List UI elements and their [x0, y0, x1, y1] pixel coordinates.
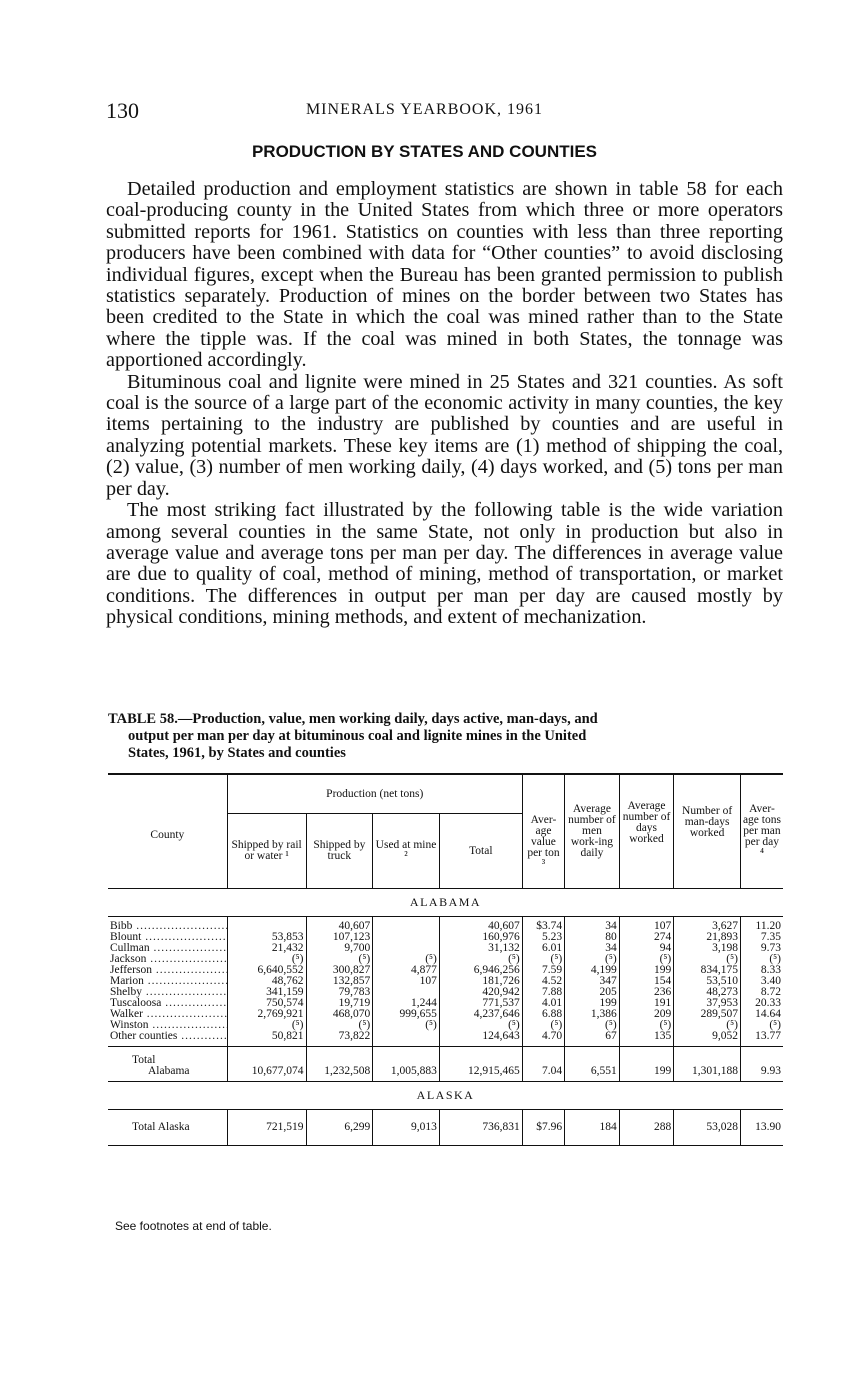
cell-total: 160,976: [439, 932, 522, 943]
col-county: County: [150, 829, 185, 841]
col-total: Total: [439, 814, 522, 889]
county-name: Other counties .....: [110, 1031, 227, 1042]
state-label-alaska: ALASKA: [416, 1088, 475, 1102]
cell-days: 135: [619, 1031, 674, 1042]
cell-days: 191: [619, 998, 674, 1009]
cell-man-days: 9,052: [674, 1031, 741, 1042]
cell-truck: (⁵): [306, 954, 373, 965]
cell-tons-per-man: 11.20: [740, 921, 783, 932]
cell-mine: 1,244: [373, 998, 440, 1009]
cell-value: $7.96: [522, 1110, 564, 1146]
table-row-total-alabama: [108, 1047, 783, 1082]
cell-county: [108, 1020, 227, 1031]
cell-days: 154: [619, 976, 674, 987]
cell-rail: 21,432: [227, 943, 306, 954]
cell-tons-per-man: 9.93: [740, 1047, 783, 1082]
col-days: Average number of days worked: [619, 774, 674, 889]
cell-days: 199: [619, 1047, 674, 1082]
cell-county: [108, 976, 227, 987]
body-text: [106, 179, 783, 629]
page-number: 130: [106, 98, 139, 123]
alabama-rows: [108, 921, 783, 1042]
cell-men: 34: [565, 943, 620, 954]
total-label-line: Total: [132, 1054, 156, 1066]
cell-men: 34: [565, 921, 620, 932]
cell-mine: [373, 1031, 440, 1042]
cell-value: 4.70: [522, 1031, 564, 1042]
cell-mine: 1,005,883: [373, 1047, 440, 1082]
county-name: Blount .....: [110, 932, 227, 943]
cell-tons-per-man: 20.33: [740, 998, 783, 1009]
caption-line: States, 1961, by States and counties: [128, 745, 346, 761]
cell-men: 6,551: [565, 1047, 620, 1082]
cell-county: [108, 998, 227, 1009]
cell-rail: 2,769,921: [227, 1009, 306, 1020]
table-row: [108, 943, 783, 954]
cell-men: 80: [565, 932, 620, 943]
cell-truck: 300,827: [306, 965, 373, 976]
cell-truck: 73,822: [306, 1031, 373, 1042]
cell-men: 184: [565, 1110, 620, 1146]
col-man-days: Number of man-days worked: [674, 774, 741, 889]
cell-truck: 79,783: [306, 987, 373, 998]
cell-man-days: 53,510: [674, 976, 741, 987]
cell-men: 199: [565, 998, 620, 1009]
table-row: [108, 965, 783, 976]
cell-truck: 9,700: [306, 943, 373, 954]
caption-line: TABLE 58.—Production, value, men working daily, days active, man-days, and: [108, 711, 598, 727]
cell-value: 4.52: [522, 976, 564, 987]
cell-mine: 999,655: [373, 1009, 440, 1020]
cell-total: 6,946,256: [439, 965, 522, 976]
cell-county: [108, 954, 227, 965]
cell-men: 347: [565, 976, 620, 987]
cell-rail: 53,853: [227, 932, 306, 943]
cell-rail: (⁵): [227, 954, 306, 965]
cell-men: (⁵): [565, 1020, 620, 1031]
table-row: [108, 1031, 783, 1042]
col-avg-value: Aver-age value per ton ³: [522, 774, 564, 889]
cell-days: (⁵): [619, 1020, 674, 1031]
cell-truck: 107,123: [306, 932, 373, 943]
col-mine: Used at mine ²: [373, 814, 440, 889]
cell-county: [108, 943, 227, 954]
cell-value: 4.01: [522, 998, 564, 1009]
county-name: Shelby .....: [110, 987, 227, 998]
cell-man-days: 53,028: [674, 1110, 741, 1146]
cell-days: 94: [619, 943, 674, 954]
cell-tons-per-man: (⁵): [740, 1020, 783, 1031]
cell-total: 124,643: [439, 1031, 522, 1042]
cell-truck: 132,857: [306, 976, 373, 987]
col-production-group: Production (net tons): [227, 774, 522, 814]
cell-value: 6.88: [522, 1009, 564, 1020]
cell-truck: 40,607: [306, 921, 373, 932]
table-row-total-alaska: [108, 1110, 783, 1146]
cell-man-days: (⁵): [674, 954, 741, 965]
cell-rail: 750,574: [227, 998, 306, 1009]
cell-tons-per-man: 13.77: [740, 1031, 783, 1042]
cell-total: 736,831: [439, 1110, 522, 1146]
county-name: Tuscaloosa .....: [110, 998, 227, 1009]
cell-days: 274: [619, 932, 674, 943]
county-name: Jackson .....: [110, 954, 227, 965]
cell-tons-per-man: 9.73: [740, 943, 783, 954]
cell-value: 7.88: [522, 987, 564, 998]
cell-truck: (⁵): [306, 1020, 373, 1031]
county-name: Walker .....: [110, 1009, 227, 1020]
cell-rail: 721,519: [227, 1110, 306, 1146]
cell-tons-per-man: (⁵): [740, 954, 783, 965]
table-row: [108, 987, 783, 998]
paragraph: Detailed production and employment statistics are shown in table 58 for each coal-producing county in the United States from which three or more operators submitted reports for 1961. Statistics on counties with less than three reporting producers have been combined with data for “Other counties” to avoid disclosing individual figures, except when the Bureau has been granted permission to publish statistics separately. Production of mines on the border between two States has been credited to the State in which the coal was mined rather than to the State where the tipple was. If the coal was mined in both States, the tonnage was apportioned accordingly.: [106, 178, 783, 372]
county-name: Marion .....: [110, 976, 227, 987]
cell-total: (⁵): [439, 1020, 522, 1031]
state-label-alabama: ALABAMA: [409, 895, 482, 909]
cell-rail: 341,159: [227, 987, 306, 998]
table-row: [108, 1009, 783, 1020]
cell-tons-per-man: 13.90: [740, 1110, 783, 1146]
data-table: [108, 773, 783, 1146]
cell-tons-per-man: 7.35: [740, 932, 783, 943]
cell-men: 205: [565, 987, 620, 998]
cell-total: 40,607: [439, 921, 522, 932]
cell-rail: (⁵): [227, 1020, 306, 1031]
cell-men: 67: [565, 1031, 620, 1042]
col-men: Average number of men work-ing daily: [565, 774, 620, 889]
table-footnote: See footnotes at end of table.: [115, 1219, 272, 1233]
col-rail: Shipped by rail or water ¹: [227, 814, 306, 889]
table-row: [108, 976, 783, 987]
cell-tons-per-man: 14.64: [740, 1009, 783, 1020]
cell-value: $3.74: [522, 921, 564, 932]
cell-man-days: 48,273: [674, 987, 741, 998]
cell-mine: [373, 921, 440, 932]
cell-man-days: (⁵): [674, 1020, 741, 1031]
cell-truck: 1,232,508: [306, 1047, 373, 1082]
cell-total: (⁵): [439, 954, 522, 965]
cell-rail: 48,762: [227, 976, 306, 987]
table-row: [108, 954, 783, 965]
cell-rail: 6,640,552: [227, 965, 306, 976]
cell-tons-per-man: 8.33: [740, 965, 783, 976]
cell-man-days: 1,301,188: [674, 1047, 741, 1082]
cell-man-days: 21,893: [674, 932, 741, 943]
cell-days: 288: [619, 1110, 674, 1146]
cell-mine: (⁵): [373, 954, 440, 965]
table-row: [108, 998, 783, 1009]
cell-man-days: 289,507: [674, 1009, 741, 1020]
cell-county: [108, 932, 227, 943]
cell-total: 4,237,646: [439, 1009, 522, 1020]
cell-truck: 19,719: [306, 998, 373, 1009]
cell-truck: 6,299: [306, 1110, 373, 1146]
cell-days: 199: [619, 965, 674, 976]
cell-mine: 107: [373, 976, 440, 987]
cell-county: [108, 1009, 227, 1020]
cell-county: [108, 1031, 227, 1042]
table-row: [108, 932, 783, 943]
cell-days: (⁵): [619, 954, 674, 965]
cell-men: 4,199: [565, 965, 620, 976]
cell-total: 31,132: [439, 943, 522, 954]
cell-county: [108, 965, 227, 976]
county-name: Cullman .....: [110, 943, 227, 954]
paragraph: The most striking fact illustrated by the following table is the wide variation among several counties in the same State, not only in production but also in average value and average tons per man per day. The differences in average value are due to quality of coal, method of mining, method of transportation, or market conditions. The differences in output per man per day are caused mostly by physical conditions, mining methods, and extent of mechanization.: [106, 499, 783, 629]
table-caption: [108, 711, 783, 762]
cell-men: 1,386: [565, 1009, 620, 1020]
cell-mine: 4,877: [373, 965, 440, 976]
cell-total: 771,537: [439, 998, 522, 1009]
total-label-line: Alabama: [148, 1065, 190, 1077]
table-row: [108, 921, 783, 932]
cell-man-days: 834,175: [674, 965, 741, 976]
cell-county: [108, 921, 227, 932]
col-tons-per-man: Aver-age tons per man per day ⁴: [740, 774, 783, 889]
cell-days: 107: [619, 921, 674, 932]
total-label: Total Alaska: [132, 1121, 190, 1133]
table-row: [108, 1020, 783, 1031]
cell-total: 420,942: [439, 987, 522, 998]
cell-tons-per-man: 8.72: [740, 987, 783, 998]
caption-line: output per man per day at bituminous coal and lignite mines in the United: [128, 728, 587, 744]
total-label: [108, 1047, 227, 1082]
cell-days: 209: [619, 1009, 674, 1020]
county-name: Jefferson .....: [110, 965, 227, 976]
col-truck: Shipped by truck: [306, 814, 373, 889]
county-name: Bibb .....: [110, 921, 227, 932]
section-heading: PRODUCTION BY STATES AND COUNTIES: [251, 142, 598, 161]
cell-truck: 468,070: [306, 1009, 373, 1020]
cell-value: 6.01: [522, 943, 564, 954]
cell-total: 181,726: [439, 976, 522, 987]
cell-value: (⁵): [522, 954, 564, 965]
cell-county: [108, 987, 227, 998]
cell-value: (⁵): [522, 1020, 564, 1031]
cell-rail: 10,677,074: [227, 1047, 306, 1082]
cell-value: 7.04: [522, 1047, 564, 1082]
cell-mine: (⁵): [373, 1020, 440, 1031]
cell-man-days: 3,627: [674, 921, 741, 932]
county-name: Winston .....: [110, 1020, 227, 1031]
cell-value: 5.23: [522, 932, 564, 943]
running-title: MINERALS YEARBOOK, 1961: [305, 101, 544, 118]
cell-man-days: 37,953: [674, 998, 741, 1009]
cell-days: 236: [619, 987, 674, 998]
cell-man-days: 3,198: [674, 943, 741, 954]
cell-rail: 50,821: [227, 1031, 306, 1042]
cell-mine: 9,013: [373, 1110, 440, 1146]
paragraph: Bituminous coal and lignite were mined in 25 States and 321 counties. As soft coal is the source of a large part of the economic activity in many counties, the key items pertaining to the industry are published by counties and are useful in analyzing potential markets. These key items are (1) method of shipping the coal, (2) value, (3) number of men working daily, (4) days worked, and (5) tons per man per day.: [106, 370, 783, 500]
cell-mine: [373, 932, 440, 943]
cell-value: 7.59: [522, 965, 564, 976]
cell-tons-per-man: 3.40: [740, 976, 783, 987]
cell-men: (⁵): [565, 954, 620, 965]
cell-total: 12,915,465: [439, 1047, 522, 1082]
